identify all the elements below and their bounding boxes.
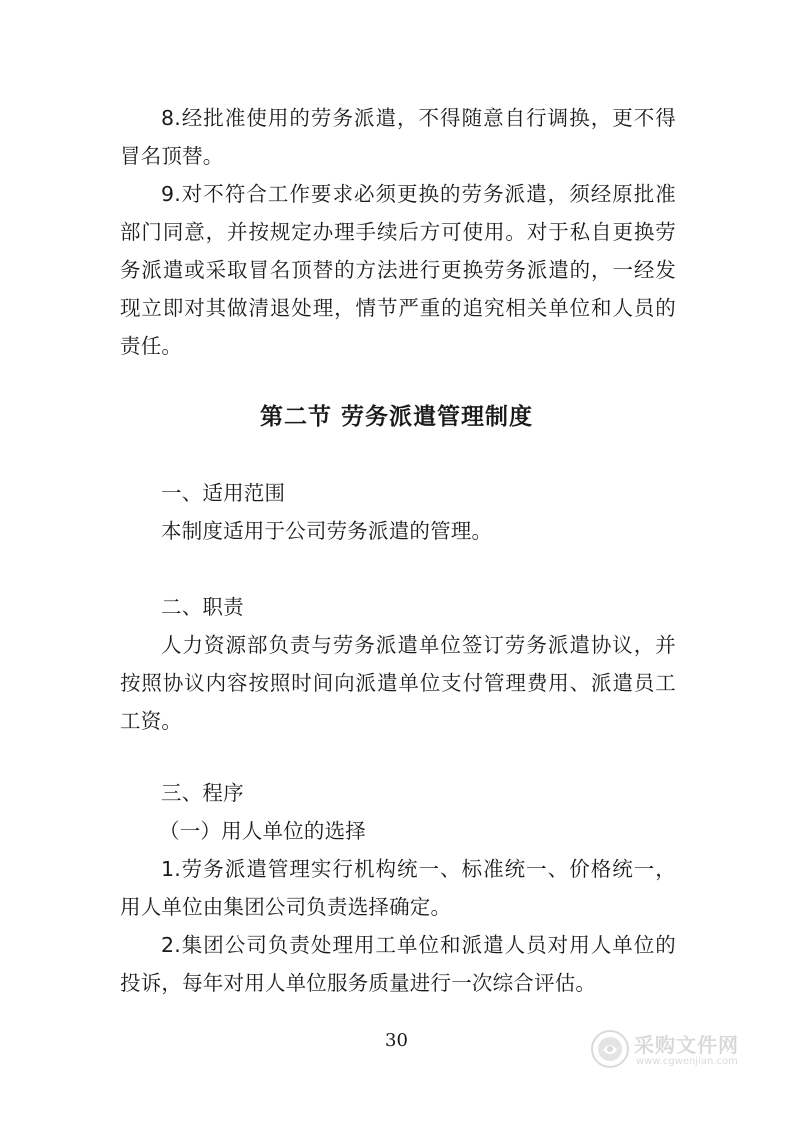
procedure-heading: 三、程序 xyxy=(161,781,244,805)
scope-heading: 一、适用范围 xyxy=(161,481,286,505)
page-number: 30 xyxy=(385,1030,408,1051)
cgwenjian-logo-icon xyxy=(590,1029,630,1069)
duties-text: 人力资源部负责与劳务派遣单位签订劳务派遣协议，并按照协议内容按照时间向派遣单位支付管理费用、派遣员工工资。 xyxy=(120,633,676,733)
procedure-item-2: 2.集团公司负责处理用工单位和派遣人员对用人单位的投诉，每年对用人单位服务质量进行一次综合评估。 xyxy=(120,933,676,995)
paragraph-item-8: 8.经批准使用的劳务派遣，不得随意自行调换，更不得冒名顶替。 xyxy=(120,106,676,168)
procedure-sub-heading: （一）用人单位的选择 xyxy=(159,819,366,843)
duties-heading: 二、职责 xyxy=(161,595,244,619)
section-title: 第二节 劳务派遣管理制度 xyxy=(259,404,533,430)
scope-text: 本制度适用于公司劳务派遣的管理。 xyxy=(161,519,493,543)
procedure-item-1: 1.劳务派遣管理实行机构统一、标准统一、价格统一，用人单位由集团公司负责选择确定。 xyxy=(120,857,676,919)
watermark xyxy=(590,1027,750,1075)
paragraph-item-9: 9.对不符合工作要求必须更换的劳务派遣，须经原批准部门同意，并按规定办理手续后方可使用。对于私自更换劳务派遣或采取冒名顶替的方法进行更换劳务派遣的，一经发现立即对其做清退处理，情节严重的追究相关单位和人员的责任。 xyxy=(120,182,676,358)
watermark-text: 采购文件网 xyxy=(634,1033,739,1057)
watermark-url: www.cgwenjian.com xyxy=(636,1056,738,1067)
